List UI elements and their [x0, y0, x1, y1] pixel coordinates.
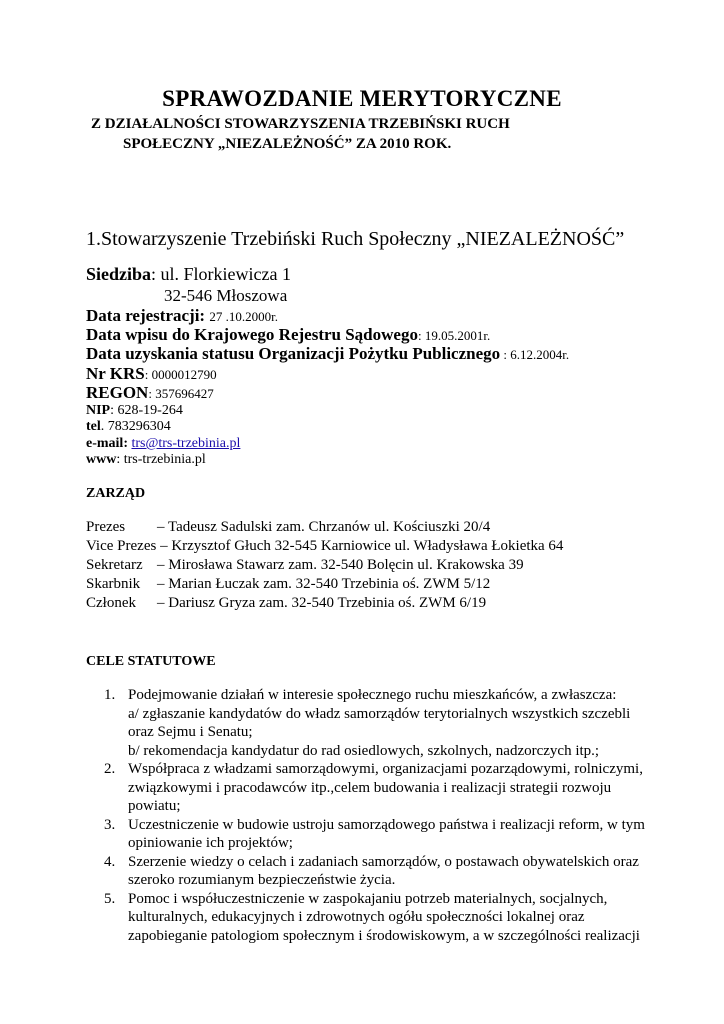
board-member-role: Skarbnik — [86, 576, 141, 592]
siedziba-label: Siedziba — [86, 264, 152, 284]
nip-value: : 628-19-264 — [110, 403, 183, 418]
list-item — [86, 760, 646, 816]
board-member-details: – Mirosława Stawarz zam. 32-540 Bolęcin ul. Krakowska 39 — [157, 557, 524, 573]
list-item-number: 5. — [104, 890, 116, 907]
krs-entry-line — [86, 325, 490, 345]
regon-line — [86, 383, 214, 403]
board-member-row — [86, 575, 563, 594]
statutory-goals-list — [86, 686, 646, 945]
list-item-number: 2. — [104, 761, 116, 777]
statutory-goals-heading: CELE STATUTOWE — [86, 654, 216, 669]
opp-status-value: : 6.12.2004r. — [500, 347, 570, 362]
regon-value: : 357696427 — [148, 386, 214, 401]
nip-line — [86, 403, 183, 419]
registration-date-label: Data rejestracji: — [86, 306, 206, 325]
list-item-line: powiatu; — [128, 798, 181, 814]
board-member-row — [86, 537, 563, 556]
list-item-line: związkowymi i pracodawców itp.,celem budowania i realizacji strategii rozwoju — [128, 779, 612, 796]
phone-label: tel — [86, 419, 101, 434]
email-label: e-mail: — [86, 436, 128, 451]
list-item — [86, 890, 646, 946]
organization-heading: 1.Stowarzyszenie Trzebiński Ruch Społeczny „NIEZALEŻNOŚĆ” — [86, 228, 625, 250]
krs-number-line — [86, 364, 217, 384]
phone-value: . 783296304 — [100, 419, 171, 434]
list-item-line: a/ zgłaszanie kandydatów do władz samorządów terytorialnych wszystkich szczebli — [128, 705, 631, 722]
board-member-details: – Krzysztof Głuch 32-545 Karniowice ul. Władysława Łokietka 64 — [160, 538, 564, 554]
board-member-row — [86, 556, 563, 575]
list-item-line: opiniowanie ich projektów; — [128, 835, 293, 851]
board-member-row — [86, 518, 563, 537]
board-list — [86, 518, 563, 613]
www-value: : trs-trzebinia.pl — [116, 452, 206, 467]
krs-number-value: : 0000012790 — [144, 367, 217, 382]
board-member-role: Sekretarz — [86, 557, 143, 573]
board-member-role: Członek — [86, 595, 136, 611]
phone-line — [86, 419, 171, 435]
list-item-line: Współpraca z władzami samorządowymi, organizacjami pozarządowymi, rolniczymi, — [128, 761, 643, 777]
board-heading: ZARZĄD — [86, 486, 146, 501]
nip-label: NIP — [86, 403, 111, 418]
list-item-line: Podejmowanie działań w interesie społecznego ruchu mieszkańców, a zwłaszcza: — [128, 687, 617, 703]
www-line — [86, 452, 206, 468]
address-line2: 32-546 Młoszowa — [164, 286, 288, 305]
registration-date-value: 27 .10.2000r. — [209, 309, 278, 324]
list-item-line: kulturalnych, edukacyjnych i zdrowotnych ogółu społeczności lokalnej oraz — [128, 909, 585, 925]
opp-status-line — [86, 344, 569, 364]
list-item-number: 4. — [104, 853, 116, 870]
document-title: SPRAWOZDANIE MERYTORYCZNE — [162, 86, 562, 111]
board-member-details: – Marian Łuczak zam. 32-540 Trzebinia oś. ZWM 5/12 — [157, 576, 491, 592]
list-item-line: zapobieganie patologiom społecznym i środowiskowym, a w szczególności realizacji — [128, 927, 640, 944]
list-item-line: szeroko rozumianym bezpieczeństwie życia. — [128, 872, 396, 888]
document-subtitle-line2: SPOŁECZNY „NIEZALEŻNOŚĆ” ZA 2010 ROK. — [123, 136, 452, 152]
list-item — [86, 686, 646, 760]
board-member-details: – Tadeusz Sadulski zam. Chrzanów ul. Kościuszki 20/4 — [157, 519, 491, 535]
board-member-details: – Dariusz Gryza zam. 32-540 Trzebinia oś. ZWM 6/19 — [157, 595, 487, 611]
list-item-line: Uczestniczenie w budowie ustroju samorządowego państwa i realizacji reform, w tym — [128, 816, 645, 833]
board-member-role: Prezes — [86, 519, 126, 535]
email-link[interactable]: trs@trs-trzebinia.pl — [131, 436, 241, 451]
board-member-role: Vice Prezes — [86, 538, 157, 554]
list-item-line: b/ rekomendacja kandydatur do rad osiedlowych, szkolnych, nadzorczych itp.; — [128, 742, 600, 759]
list-item — [86, 853, 646, 890]
siedziba-line — [86, 264, 291, 285]
krs-entry-label: Data wpisu do Krajowego Rejestru Sądowego — [86, 325, 418, 344]
list-item-number: 1. — [104, 687, 116, 703]
list-item-line: oraz Sejmu i Senatu; — [128, 724, 253, 740]
list-item-line: Pomoc i współuczestniczenie w zaspokajaniu potrzeb materialnych, socjalnych, — [128, 890, 608, 907]
siedziba-value: : ul. Florkiewicza 1 — [151, 264, 291, 284]
list-item-number: 3. — [104, 816, 116, 833]
krs-entry-value: : 19.05.2001r. — [417, 328, 491, 343]
www-label: www — [86, 452, 117, 467]
opp-status-label: Data uzyskania statusu Organizacji Pożytku Publicznego — [86, 344, 501, 363]
krs-number-label: Nr KRS — [86, 364, 145, 383]
board-member-row — [86, 594, 563, 613]
email-line — [86, 436, 240, 452]
registration-date-line — [86, 306, 278, 326]
list-item-line: Szerzenie wiedzy o celach i zadaniach samorządów, o postawach obywatelskich oraz — [128, 853, 639, 870]
list-item — [86, 816, 646, 853]
document-subtitle-line1: Z DZIAŁALNOŚCI STOWARZYSZENIA TRZEBIŃSKI RUCH — [91, 116, 510, 132]
regon-label: REGON — [86, 383, 149, 402]
